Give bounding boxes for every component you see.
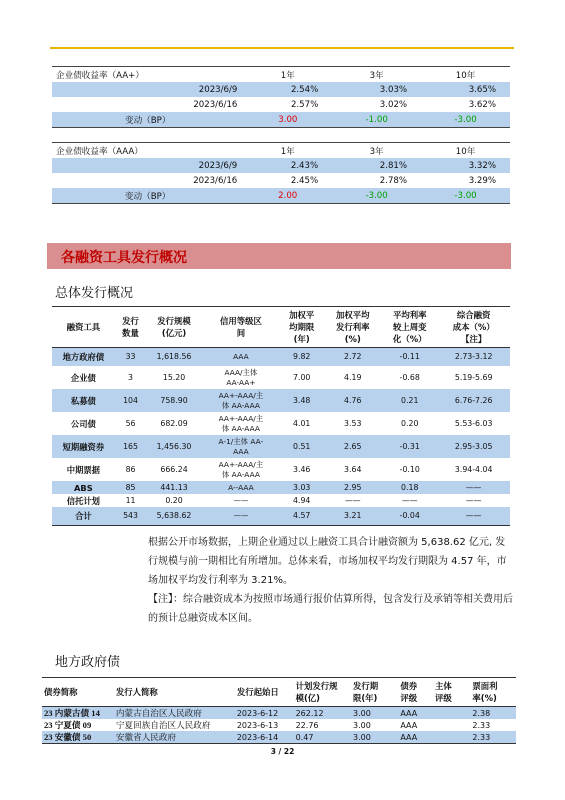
table-row [42, 719, 516, 731]
col-header: 计划发行规 模(亿) [294, 678, 351, 707]
header-accent-line [50, 47, 514, 49]
table-cell: 0.20 [401, 418, 419, 428]
table-cell: 3 [128, 372, 134, 382]
yield-cell: 3.32% [421, 158, 510, 173]
yield-cell: 3.62% [468, 99, 496, 110]
table-cell: 3.21 [323, 507, 382, 526]
table-cell: 4.76 [323, 389, 382, 412]
change-label: 变动（BP） [52, 112, 243, 128]
table-cell: AAA [400, 720, 418, 730]
table-cell: —— [437, 481, 510, 494]
table-cell: —— [401, 495, 418, 505]
table-cell: AA+-AAA/主 体 AA-AAA [218, 413, 264, 433]
yield-cell: 2.43% [243, 158, 332, 173]
col-header-1y: 1年 [243, 143, 332, 159]
table-cell: AA+-AAA/主 体 AA-AAA [218, 459, 264, 479]
table-row [52, 348, 510, 367]
date-cell: 2023/6/16 [193, 175, 238, 186]
instrument-name: 中期票据 [66, 464, 100, 475]
table-cell: 33 [115, 348, 147, 367]
col-header-10y: 10年 [421, 143, 510, 159]
change-cell: -1.00 [332, 112, 421, 128]
section-header [47, 243, 511, 269]
table-cell: 543 [115, 507, 147, 526]
col-header: 平均利率 较上周变 化（%） [382, 307, 437, 348]
change-cell: -3.00 [421, 112, 510, 128]
bond-name: 23 宁夏债 09 [44, 720, 92, 730]
table-cell: —— [233, 495, 249, 505]
issuer-name: 内蒙古自治区人民政府 [114, 707, 235, 720]
table-cell: -0.11 [382, 348, 437, 367]
table-cell: 3.64 [344, 464, 362, 474]
table-cell: AA+-AAA/主 体 AA-AAA [202, 389, 280, 412]
col-header: 债券 评级 [398, 678, 433, 707]
table-cell: 2023-6-13 [236, 720, 279, 730]
instrument-name: 信托计划 [66, 495, 100, 506]
table-row [52, 507, 510, 526]
table-cell: —— [202, 507, 280, 526]
table-row [52, 173, 510, 188]
col-header: 债券简称 [42, 678, 114, 707]
table-cell: 2023-6-12 [235, 707, 294, 720]
table-row [52, 412, 510, 435]
table-cell: 9.82 [280, 348, 323, 367]
instrument-name: 合计 [52, 507, 115, 526]
table-cell: 441.13 [146, 481, 201, 494]
yield-table-title: 企业债收益率（AA+） [52, 67, 243, 83]
col-header-3y: 3年 [332, 67, 421, 83]
change-cell: -3.00 [332, 188, 421, 204]
issuer-name: 宁夏回族自治区人民政府 [115, 720, 211, 730]
bond-name: 23 安徽债 50 [42, 731, 114, 744]
table-cell: 0.20 [165, 495, 183, 505]
table-cell [433, 707, 470, 720]
page-number: 3 / 22 [270, 747, 295, 756]
table-row [52, 82, 510, 97]
table-cell: 666.24 [160, 464, 188, 474]
issuer-name: 安徽省人民政府 [114, 731, 235, 744]
table-cell: 3.00 [351, 731, 398, 744]
table-cell: 3.00 [352, 720, 371, 730]
table-cell: -0.04 [382, 507, 437, 526]
table-cell: 0.21 [382, 389, 437, 412]
table-cell: 3.03 [280, 481, 323, 494]
yield-cell: 2.78% [379, 175, 408, 186]
table-cell: 165 [115, 435, 147, 458]
instrument-name: 短期融资券 [52, 435, 115, 458]
table-cell: AAA [398, 731, 433, 744]
col-header: 加权平均 发行利率 (%) [323, 307, 382, 348]
table-cell: 3.53 [344, 418, 362, 428]
table-cell: 2.33 [472, 720, 491, 730]
col-header: 主体 评级 [433, 678, 470, 707]
change-row [52, 112, 510, 128]
table-row [52, 389, 510, 412]
table-cell: 3.48 [280, 389, 323, 412]
table-cell: 1,456.30 [146, 435, 201, 458]
yield-cell: 2.45% [290, 175, 319, 186]
table-cell: 3.94-4.04 [454, 464, 493, 474]
table-cell: A-1/主体 AA- AAA [202, 435, 280, 458]
local-bonds-table [42, 677, 516, 744]
table-cell: -0.31 [382, 435, 437, 458]
instrument-name: 私募债 [52, 389, 115, 412]
instrument-name: 公司债 [70, 418, 96, 429]
table-cell: 2.73-3.12 [437, 348, 510, 367]
table-cell: 2.95-3.05 [437, 435, 510, 458]
table-cell: 0.51 [280, 435, 323, 458]
table-row [52, 97, 510, 112]
table-cell: AAA/主体 AA-AA+ [224, 367, 258, 387]
table-row [52, 366, 510, 389]
table-cell: 6.76-7.26 [437, 389, 510, 412]
col-header: 发行期 限(年) [351, 678, 398, 707]
change-label: 变动（BP） [52, 188, 243, 204]
yield-cell: 3.29% [468, 175, 496, 186]
table-cell: —— [344, 495, 361, 505]
table-row [52, 494, 510, 507]
table-row [52, 458, 510, 481]
change-cell: -3.00 [421, 188, 510, 204]
table-cell [433, 719, 470, 731]
col-header: 发行规模 (亿元) [146, 307, 201, 348]
table-cell: 2.65 [323, 435, 382, 458]
table-cell: 85 [115, 481, 147, 494]
yield-table-aa-plus [52, 66, 510, 128]
col-header: 信用等级区 间 [202, 307, 280, 348]
instrument-name: ABS [52, 481, 115, 494]
table-row [42, 731, 516, 744]
table-cell: 758.90 [146, 389, 201, 412]
date-cell: 2023/6/16 [193, 99, 238, 110]
table-cell: 86 [125, 464, 136, 474]
table-row [42, 707, 516, 720]
change-row [52, 188, 510, 204]
col-header: 发行人简称 [114, 678, 235, 707]
yield-cell: 3.02% [379, 99, 408, 110]
table-cell: A--AAA [202, 481, 280, 494]
table-cell: 5.53-6.03 [454, 418, 493, 428]
col-header: 融资工具 [52, 307, 115, 348]
overview-table [52, 306, 510, 526]
table-cell: -0.68 [399, 372, 420, 382]
table-cell: 5,638.62 [146, 507, 201, 526]
section-title: 各融资工具发行概况 [61, 250, 187, 266]
yield-cell: 2.54% [243, 82, 332, 97]
table-row [52, 158, 510, 173]
yield-table-title: 企业债收益率（AAA） [52, 143, 243, 159]
table-cell: 2.33 [470, 731, 516, 744]
table-cell: 104 [115, 389, 147, 412]
col-header: 发行 数量 [115, 307, 147, 348]
col-header: 票面利 率(%) [470, 678, 516, 707]
table-cell: —— [465, 495, 482, 505]
table-cell: 262.12 [294, 707, 351, 720]
table-cell [433, 731, 470, 744]
col-header: 发行起始日 [235, 678, 294, 707]
change-cell: 2.00 [243, 188, 332, 204]
yield-table-aaa [52, 142, 510, 204]
bond-name: 23 内蒙古债 14 [42, 707, 114, 720]
yield-cell: 3.65% [421, 82, 510, 97]
table-cell: AAA [398, 707, 433, 720]
table-cell: 11 [125, 495, 136, 505]
table-cell: 4.01 [293, 418, 311, 428]
table-row [52, 481, 510, 494]
table-cell: 2.95 [323, 481, 382, 494]
table-cell: 22.76 [295, 720, 319, 730]
col-header-3y: 3年 [332, 143, 421, 159]
table-cell: -0.10 [399, 464, 420, 474]
instrument-name: 企业债 [70, 372, 96, 383]
date-cell: 2023/6/9 [52, 158, 243, 173]
table-cell: 1,618.56 [146, 348, 201, 367]
col-header-10y: 10年 [421, 67, 510, 83]
table-cell: 3.00 [351, 707, 398, 720]
yield-cell: 2.57% [290, 99, 319, 110]
table-cell: 3.46 [293, 464, 311, 474]
table-cell: 15.20 [162, 372, 186, 382]
table-cell: AAA [202, 348, 280, 367]
table-cell: —— [437, 507, 510, 526]
yield-cell: 3.03% [332, 82, 421, 97]
table-cell: 2.38 [470, 707, 516, 720]
table-cell: 4.94 [293, 495, 311, 505]
table-cell: 5.19-5.69 [454, 372, 493, 382]
col-header: 加权平 均期限 (年) [280, 307, 323, 348]
table-cell: 56 [125, 418, 136, 428]
yield-cell: 2.81% [332, 158, 421, 173]
col-header: 综合融资 成本（%） 【注】 [437, 307, 510, 348]
note-paragraph: 【注】：综合融资成本为按照市场通行报价估算所得，包含发行及承销等相关费用后的预计总融资成本区间。 [148, 594, 513, 624]
instrument-name: 地方政府债 [52, 348, 115, 367]
table-cell: 682.09 [160, 418, 188, 428]
col-header-1y: 1年 [243, 67, 332, 83]
table-cell: 7.00 [293, 372, 311, 382]
date-cell: 2023/6/9 [52, 82, 243, 97]
table-cell: 0.18 [382, 481, 437, 494]
overview-title: 总体发行概况 [55, 286, 134, 301]
table-cell: 4.19 [344, 372, 362, 382]
change-cell: 3.00 [243, 112, 332, 128]
table-row [52, 435, 510, 458]
table-cell: 0.47 [294, 731, 351, 744]
summary-paragraph: 根据公开市场数据，上期企业通过以上融资工具合计融资额为 5,638.62 亿元, 发行规模与前一期相比有所增加。总体来看，市场加权平均发行期限为 4.57 年，市场加权平均发行利率为 3.21%。 [148, 537, 507, 586]
local-bonds-title: 地方政府债 [55, 655, 121, 670]
table-cell: 4.57 [280, 507, 323, 526]
table-cell: 2.72 [323, 348, 382, 367]
table-cell: 2023-6-14 [235, 731, 294, 744]
